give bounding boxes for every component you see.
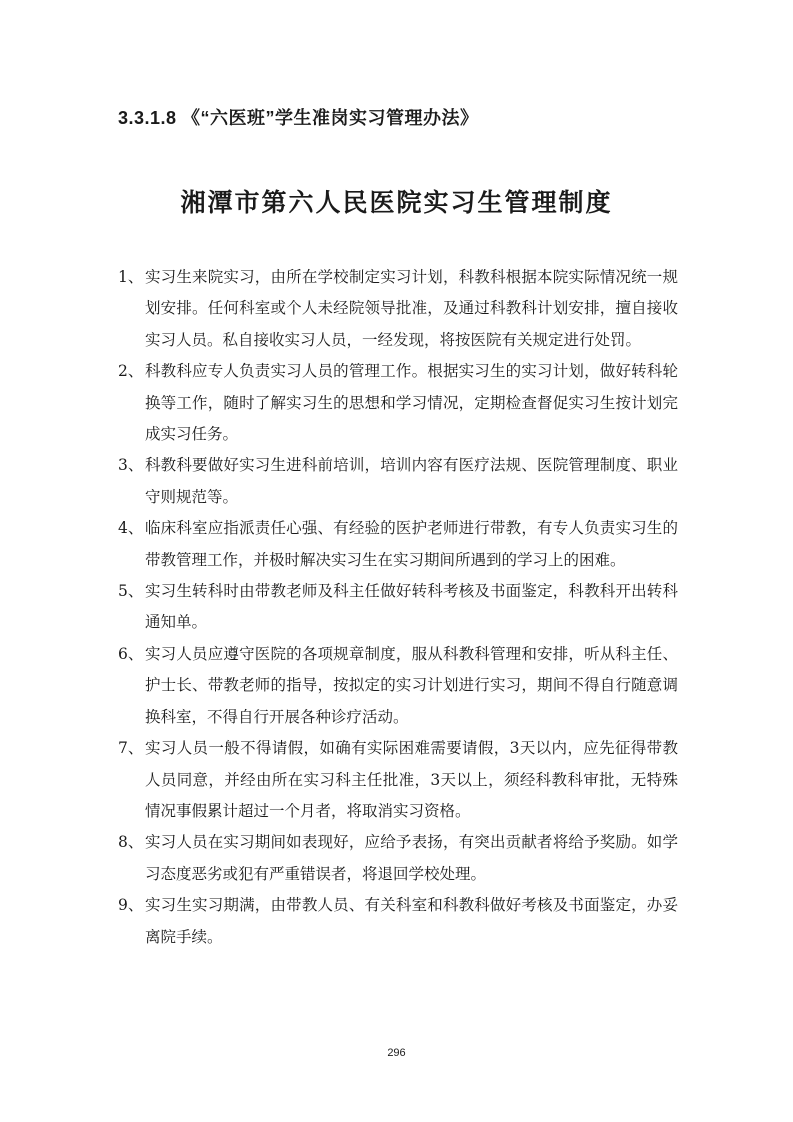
rule-number: 6、 xyxy=(118,644,144,663)
rule-item-4 xyxy=(118,513,678,576)
document-title: 湘潭市第六人民医院实习生管理制度 xyxy=(180,188,613,217)
rule-number: 4、 xyxy=(118,519,144,538)
rule-text: 实习人员在实习期间如表现好，应给予表扬，有突出贡献者将给予奖励。如学习态度恶劣或犯有严重错误者，将退回学校处理。 xyxy=(145,833,678,883)
rules-list xyxy=(118,262,678,953)
rule-number: 3、 xyxy=(118,456,144,475)
rule-number: 1、 xyxy=(118,268,144,286)
rule-text: 科教科应专人负责实习人员的管理工作。根据实习生的实习计划，做好转科轮换等工作，随时了解实习生的思想和学习情况，定期检查督促实习生按计划完成实习任务。 xyxy=(145,362,678,444)
rule-item-2 xyxy=(118,356,678,450)
rule-text: 实习人员应遵守医院的各项规章制度，服从科教科管理和安排，听从科主任、护士长、带教老师的指导，按拟定的实习计划进行实习，期间不得自行随意调换科室，不得自行开展各种诊疗活动。 xyxy=(145,644,678,726)
rule-item-3 xyxy=(118,450,678,513)
rule-item-8 xyxy=(118,827,678,890)
rule-text: 实习生实习期满，由带教人员、有关科室和科教科做好考核及书面鉴定，办妥离院手续。 xyxy=(145,896,678,946)
rule-number: 5、 xyxy=(118,582,144,601)
page-number: 296 xyxy=(387,1047,406,1059)
rule-text: 实习生来院实习，由所在学校制定实习计划，科教科根据本院实际情况统一规划安排。任何科室或个人未经院领导批准，及通过科教科计划安排，擅自接收实习人员。私自接收实习人员，一经发现，将按医院有关规定进行处罚。 xyxy=(145,268,678,349)
rule-text: 临床科室应指派责任心强、有经验的医护老师进行带教，有专人负责实习生的带教管理工作，并极时解决实习生在实习期间所遇到的学习上的困难。 xyxy=(145,519,678,569)
rule-text: 科教科要做好实习生进科前培训，培训内容有医疗法规、医院管理制度、职业守则规范等。 xyxy=(145,456,678,506)
section-heading: 3.3.1.8 《“六医班”学生准岗实习管理办法》 xyxy=(118,108,479,128)
rule-item-9 xyxy=(118,890,678,953)
rule-number: 2、 xyxy=(118,362,144,381)
rule-item-1 xyxy=(118,262,678,356)
rule-number: 7、 xyxy=(118,739,144,758)
rule-item-7 xyxy=(118,733,678,827)
rule-number: 9、 xyxy=(118,896,144,915)
rule-number: 8、 xyxy=(118,833,144,852)
rule-item-5 xyxy=(118,576,678,639)
rule-text: 实习人员一般不得请假，如确有实际困难需要请假，3天以内，应先征得带教人员同意，并经由所在实习科主任批准，3天以上，须经科教科审批，无特殊情况事假累计超过一个月者，将取消实习资格。 xyxy=(145,739,678,820)
rule-text: 实习生转科时由带教老师及科主任做好转科考核及书面鉴定，科教科开出转科通知单。 xyxy=(145,582,678,632)
rule-item-6 xyxy=(118,639,678,733)
